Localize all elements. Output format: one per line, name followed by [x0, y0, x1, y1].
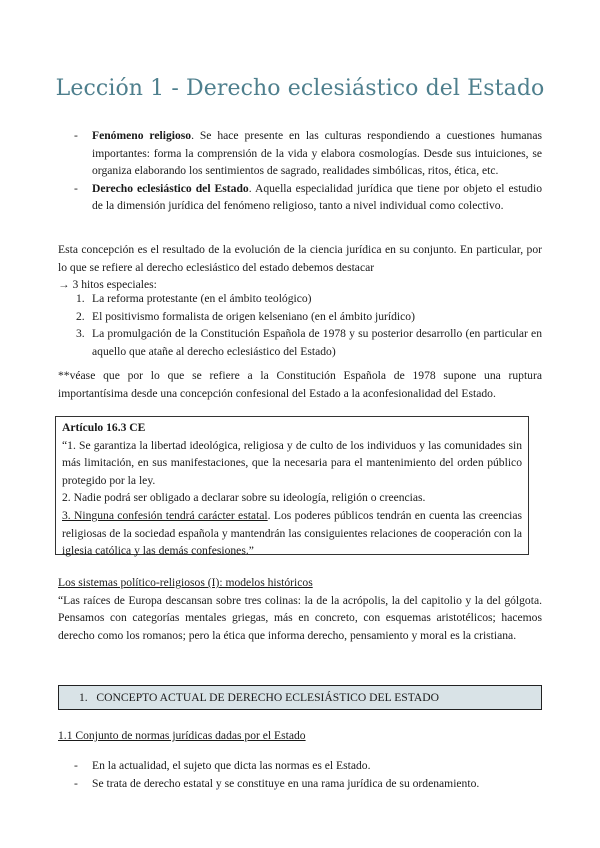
intro-paragraph — [58, 241, 542, 294]
article-paragraph-1: “1. Se garantiza la libertad ideológica, religiosa y de culto de los individuos y las comunidades sin más limitación, en sus manifestaciones, que la necesaria para el mantenimiento del orden público protegido por la ley. — [62, 438, 522, 487]
list-item — [74, 775, 542, 793]
item-text: La promulgación de la Constitución Española de 1978 y su posterior desarrollo (en particular en aquello que atañe al derecho eclesiástico del Estado) — [92, 327, 542, 358]
item-number: 1. — [76, 292, 85, 305]
subsection-list — [74, 757, 542, 792]
intro-text: Esta concepción es el resultado de la evolución de la ciencia jurídica en su conjunto. En particular, por lo que se refiere al derecho eclesiástico del estado debemos destacar — [58, 243, 542, 274]
definition-text: . Se hace presente en las culturas respondiendo a cuestiones humanas importantes: forma la comprensión de la vida y elabora cosmologías. Desde sus intuiciones, se organiza elaborando los sentimientos de sagrado, realidades simbólicas, ritos, ética, etc. — [92, 129, 542, 178]
intro-arrow-line: → 3 hitos especiales: — [58, 278, 157, 292]
list-item — [74, 757, 542, 775]
list-item — [76, 290, 542, 308]
article-paragraph-3-rest: . Los poderes públicos tendrán en cuenta las creencias religiosas de la sociedad española y mantendrán las consiguientes relaciones de cooperación con la iglesia católica y las demás confesiones.” — [62, 508, 522, 558]
section-title: CONCEPTO ACTUAL DE DERECHO ECLESIÁSTICO DEL ESTADO — [96, 691, 439, 704]
section-heading-bar — [58, 685, 542, 710]
item-number: 3. — [76, 327, 85, 341]
bullet-dash: - — [74, 776, 78, 790]
hitos-list — [76, 290, 542, 360]
page-title: Lección 1 - Derecho eclesiástico del Estado — [55, 76, 545, 101]
list-item — [76, 325, 542, 360]
article-paragraph-3 — [62, 507, 522, 560]
item-number: 2. — [76, 309, 85, 323]
historic-heading: Los sistemas político-religiosos (I): modelos históricos — [58, 576, 313, 589]
bullet-dash: - — [74, 181, 78, 195]
underlined-phrase: 3. Ninguna confesión tendrá carácter estatal — [62, 508, 268, 522]
item-text: En la actualidad, el sujeto que dicta las normas es el Estado. — [92, 759, 371, 772]
historic-models-section — [58, 574, 542, 644]
section-number: 1. — [79, 691, 88, 704]
item-text: La reforma protestante (en el ámbito teológico) — [92, 292, 312, 305]
item-text: El positivismo formalista de origen kelseniano (en el ámbito jurídico) — [92, 309, 415, 323]
article-heading: Artículo 16.3 CE — [62, 421, 146, 434]
bullet-dash: - — [74, 129, 78, 142]
article-box — [55, 416, 529, 558]
list-item — [76, 308, 542, 326]
definitions-list — [74, 127, 542, 215]
historic-quote: “Las raíces de Europa descansan sobre tres colinas: la de la acrópolis, la del capitolio y la del gólgota. Pensamos con categorías mentales griegas, más en concreto, con esquemas aristotélicos; hacemos derecho como los romanos; pero la ética que informa derecho, pensamiento y moral es la cristiana. — [58, 593, 542, 642]
subsection-heading: 1.1 Conjunto de normas jurídicas dadas por el Estado — [58, 729, 306, 742]
article-paragraph-2: 2. Nadie podrá ser obligado a declarar sobre su ideología, religión o creencias. — [62, 491, 426, 505]
definition-text: . Aquella especialidad jurídica que tiene por objeto el estudio de la dimensión jurídica del fenómeno religioso, tanto a nivel individual como colectivo. — [92, 181, 542, 213]
term: Fenómeno religioso — [92, 129, 192, 142]
list-item — [74, 127, 542, 180]
note-paragraph: **véase que por lo que se refiere a la Constitución Española de 1978 supone una ruptura importantísima desde una concepción confesional del Estado a la aconfesionalidad del Estado. — [58, 369, 542, 400]
list-item — [74, 180, 542, 215]
item-text: Se trata de derecho estatal y se constituye en una rama jurídica de su ordenamiento. — [92, 776, 480, 790]
bullet-dash: - — [74, 759, 78, 772]
term: Derecho eclesiástico del Estado — [92, 181, 249, 195]
